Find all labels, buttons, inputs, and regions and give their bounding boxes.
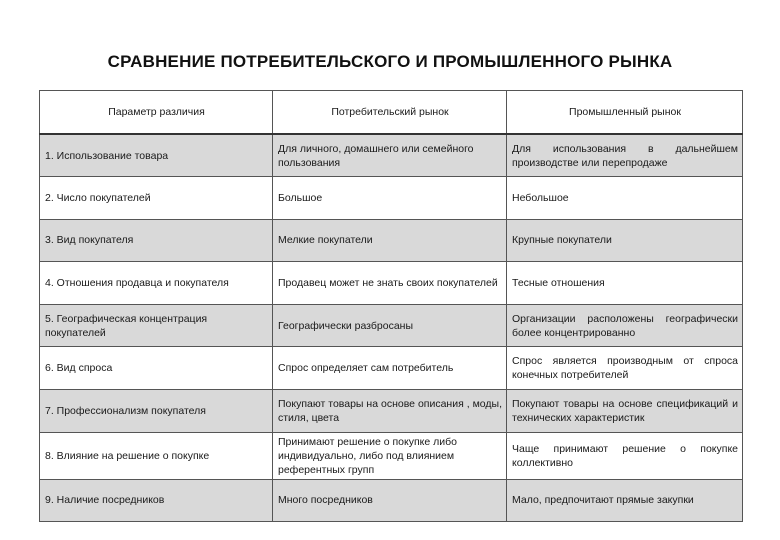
- parameter-cell: 1. Использование товара: [40, 134, 273, 177]
- table-row: [40, 390, 743, 433]
- industrial-cell: Спрос является производным от спроса конечных потребителей: [507, 347, 743, 390]
- column-header-consumer-market: Потребительский рынок: [273, 91, 507, 135]
- consumer-cell: Географически разбросаны: [273, 304, 507, 347]
- parameter-cell: 5. Географическая концентрация покупателей: [40, 304, 273, 347]
- parameter-cell: 3. Вид покупателя: [40, 219, 273, 262]
- parameter-cell: 4. Отношения продавца и покупателя: [40, 262, 273, 305]
- industrial-cell: Тесные отношения: [507, 262, 743, 305]
- comparison-table: [39, 90, 743, 522]
- page-title: СРАВНЕНИЕ ПОТРЕБИТЕЛЬСКОГО И ПРОМЫШЛЕННОГО РЫНКА: [107, 52, 673, 71]
- parameter-cell: 2. Число покупателей: [40, 177, 273, 220]
- industrial-cell: Для использования в дальнейшем производстве или перепродаже: [507, 134, 743, 177]
- consumer-cell: Продавец может не знать своих покупателей: [273, 262, 507, 305]
- industrial-cell: Чаще принимают решение о покупке коллективно: [507, 432, 743, 479]
- consumer-cell: Много посредников: [273, 479, 507, 522]
- industrial-cell: Мало, предпочитают прямые закупки: [507, 479, 743, 522]
- parameter-cell: 8. Влияние на решение о покупке: [40, 432, 273, 479]
- industrial-cell: Крупные покупатели: [507, 219, 743, 262]
- consumer-cell: Мелкие покупатели: [273, 219, 507, 262]
- consumer-cell: Большое: [273, 177, 507, 220]
- table-row: [40, 262, 743, 305]
- consumer-cell: Принимают решение о покупке либо индивидуально, либо под влиянием референтных групп: [273, 432, 507, 479]
- consumer-cell: Покупают товары на основе описания , моды, стиля, цвета: [273, 390, 507, 433]
- column-header-industrial-market: Промышленный рынок: [507, 91, 743, 135]
- table-row: [40, 304, 743, 347]
- parameter-cell: 6. Вид спроса: [40, 347, 273, 390]
- parameter-cell: 7. Профессионализм покупателя: [40, 390, 273, 433]
- industrial-cell: Небольшое: [507, 177, 743, 220]
- table-row: [40, 432, 743, 479]
- table-header-row: [40, 91, 743, 135]
- table-row: [40, 177, 743, 220]
- table-row: [40, 347, 743, 390]
- column-header-parameter: Параметр различия: [40, 91, 273, 135]
- parameter-cell: 9. Наличие посредников: [40, 479, 273, 522]
- consumer-cell: Спрос определяет сам потребитель: [273, 347, 507, 390]
- consumer-cell: Для личного, домашнего или семейного пользования: [273, 134, 507, 177]
- table-row: [40, 479, 743, 522]
- table-row: [40, 134, 743, 177]
- industrial-cell: Организации расположены географически более концентрированно: [507, 304, 743, 347]
- industrial-cell: Покупают товары на основе спецификаций и технических характеристик: [507, 390, 743, 433]
- table-row: [40, 219, 743, 262]
